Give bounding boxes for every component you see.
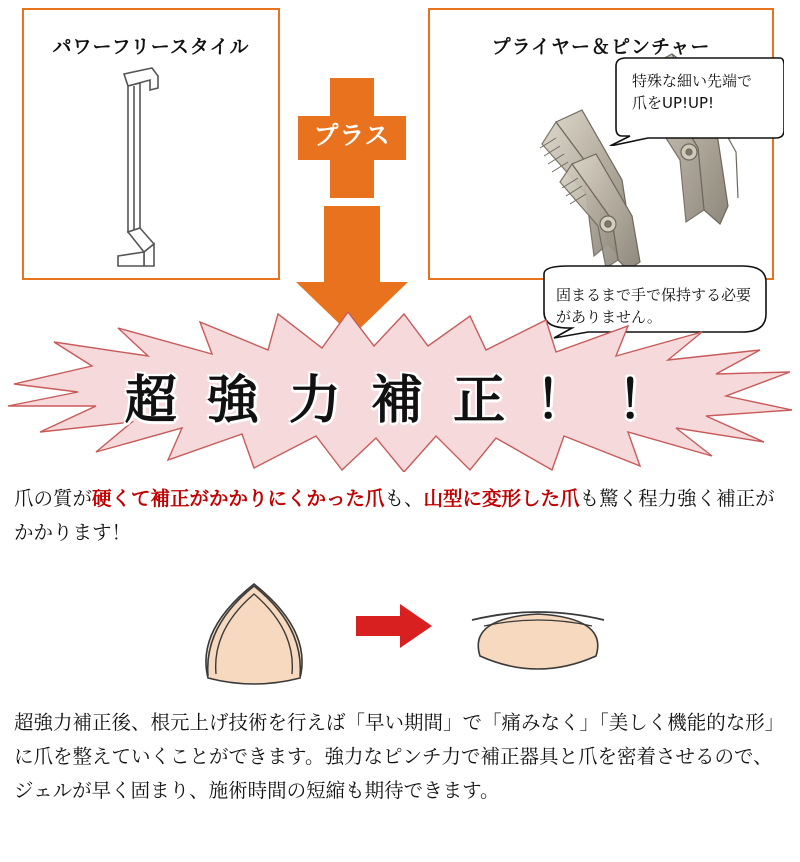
callout-2-text: 固まるまで手で保持する必要がありません。 bbox=[556, 286, 752, 326]
para1-highlight-1: 硬くて補正がかかりにくかった爪 bbox=[92, 487, 385, 510]
para1-seg3: も、 bbox=[384, 487, 424, 510]
panel-right-title: プライヤー＆ピンチャー bbox=[491, 36, 711, 58]
para1-seg1: 爪の質が bbox=[14, 487, 93, 510]
nail-form-stick-illustration bbox=[88, 60, 208, 270]
callout-1-text: 特殊な細い先端で爪をUP!UP! bbox=[632, 72, 753, 112]
arrow-shaft bbox=[324, 206, 380, 284]
nail-before bbox=[206, 584, 302, 684]
paragraph-2: 超強力補正後、根元上げ技術を行えば「早い期間」で「痛みなく」「美しく機能的な形」に爪を整えていくことができます。強力なピンチ力で補正器具と爪を密着させるので、ジェルが早く固まり、施術時間の短縮も期待できます。 bbox=[14, 711, 785, 802]
nail-correction-before-after bbox=[150, 560, 650, 690]
paragraph-1 bbox=[14, 482, 790, 550]
right-arrow-red bbox=[356, 604, 432, 648]
plus-label: プラス bbox=[313, 121, 391, 150]
para1-seg5: も驚く程力強く補正がかかります！ bbox=[14, 487, 775, 544]
para1-highlight-2: 山型に変形した爪 bbox=[423, 487, 580, 510]
nail-after bbox=[472, 612, 604, 669]
callout-bubble-tip-1 bbox=[608, 54, 784, 146]
burst-headline: 超 強 力 補 正 ！ ！ bbox=[124, 371, 676, 431]
panel-left-title: パワーフリースタイル bbox=[52, 36, 250, 58]
